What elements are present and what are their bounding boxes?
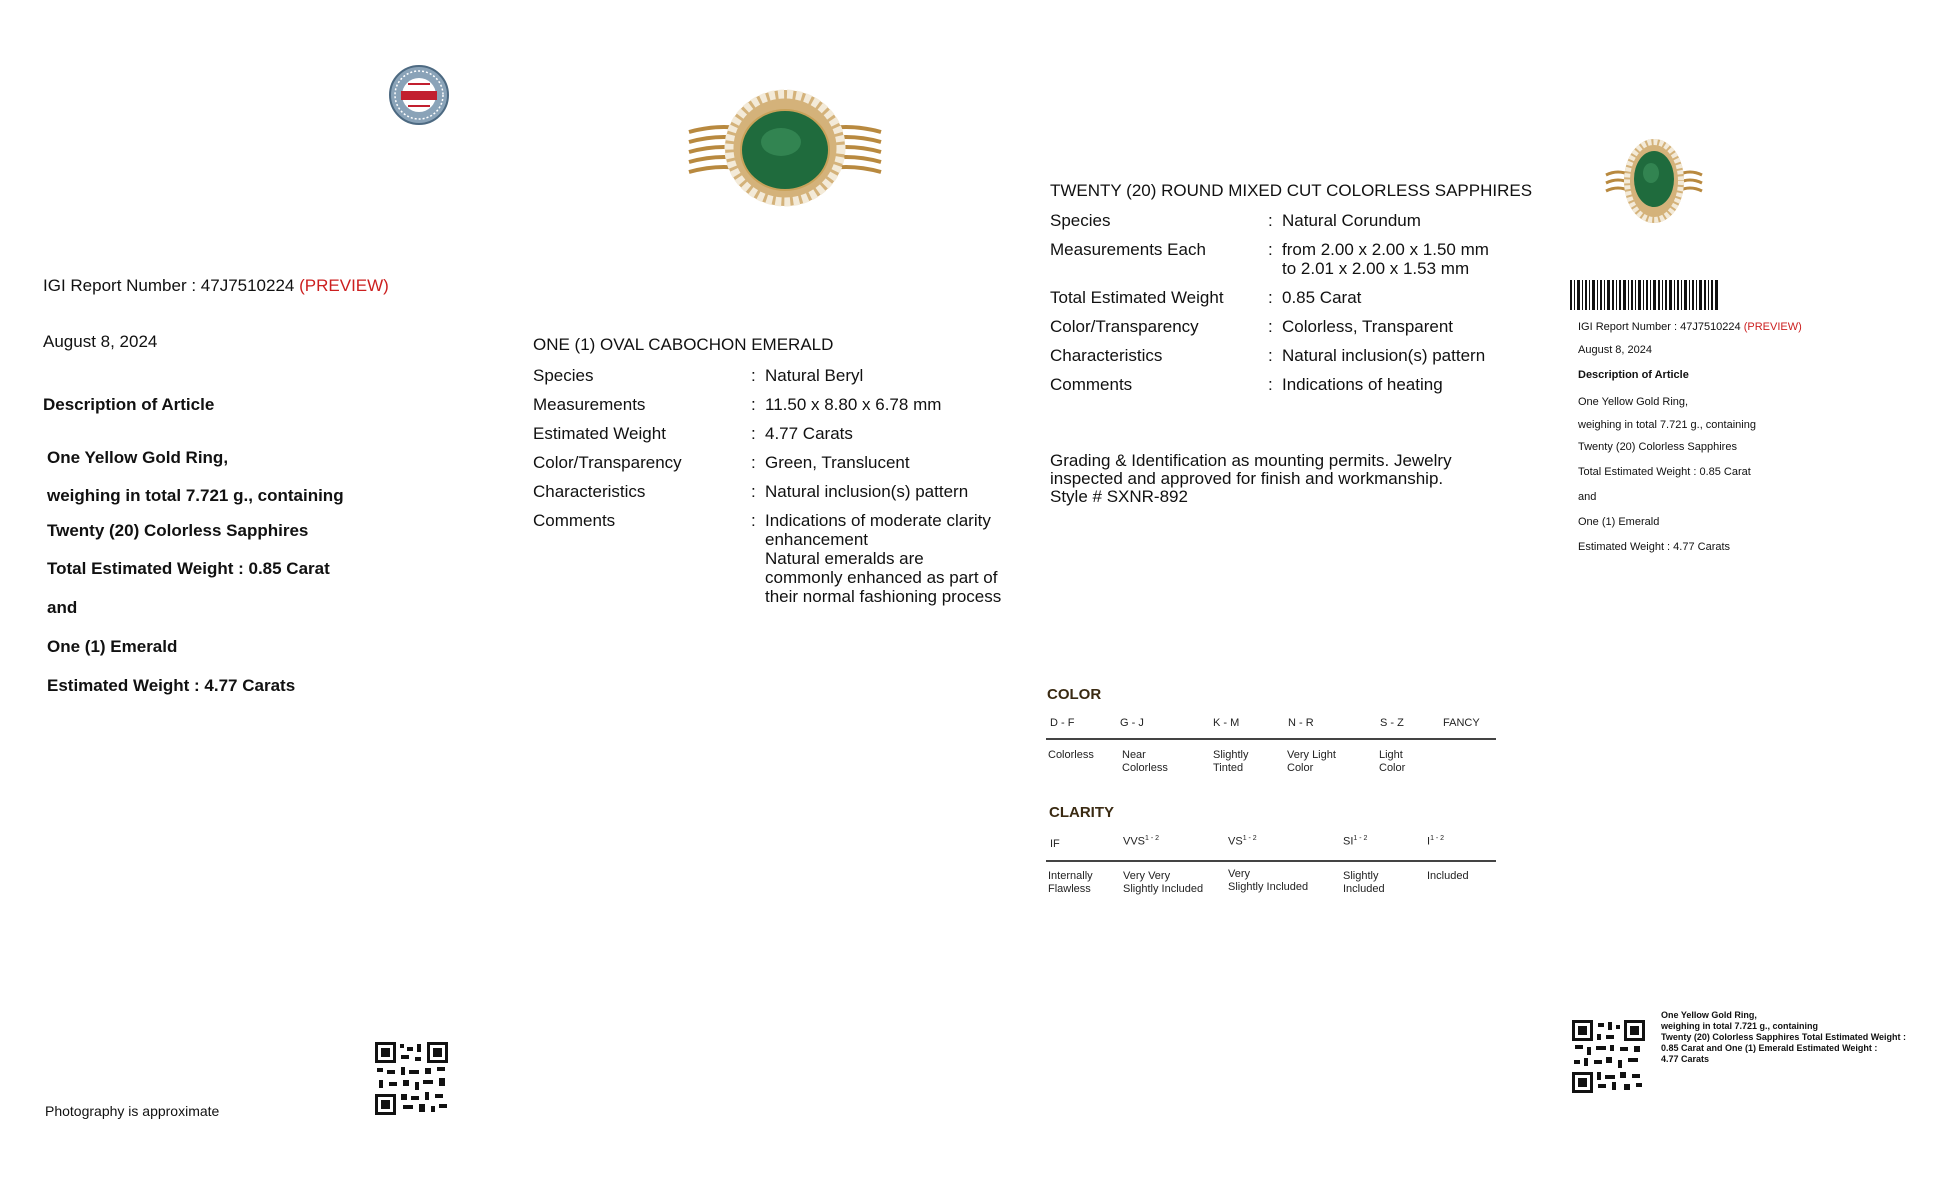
color-scale-divider (1046, 738, 1496, 740)
summary-line: Total Estimated Weight : 0.85 Carat (1578, 466, 1751, 478)
emerald-row-color: Color/Transparency : Green, Translucent (533, 453, 910, 472)
sapphire-row-weight: Total Estimated Weight : 0.85 Carat (1050, 288, 1362, 307)
color-grade-code: D - F (1050, 717, 1075, 729)
clarity-grade-desc: Very Slightly Included (1228, 868, 1309, 893)
preview-label: (PREVIEW) (299, 276, 389, 295)
description-line: Total Estimated Weight : 0.85 Carat (47, 559, 330, 578)
barcode-icon (1570, 280, 1720, 310)
description-line: One Yellow Gold Ring, (47, 448, 229, 467)
ring-photo-main (685, 88, 885, 213)
emerald-title: ONE (1) OVAL CABOCHON EMERALD (533, 335, 834, 354)
sapphire-row-species: Species : Natural Corundum (1050, 211, 1421, 230)
summary-report-number: IGI Report Number : 47J7510224 (PREVIEW) (1578, 321, 1802, 333)
ring-photo-thumbnail (1604, 135, 1704, 227)
clarity-grade-desc: Included (1427, 870, 1469, 882)
emerald-row-measurements: Measurements : 11.50 x 8.80 x 6.78 mm (533, 395, 942, 414)
emerald-row-species: Species : Natural Beryl (533, 366, 864, 385)
color-grade-code: N - R (1288, 717, 1314, 729)
sapphire-row-characteristics: Characteristics : Natural inclusion(s) pattern (1050, 346, 1486, 365)
emerald-properties (533, 366, 1035, 616)
sapphire-properties (1050, 211, 1552, 404)
color-grade-desc: Colorless (1048, 749, 1094, 761)
clarity-grade-desc: Slightly Included (1343, 870, 1385, 895)
qr-code-icon[interactable] (375, 1042, 448, 1115)
color-grade-desc: Slightly Tinted (1213, 749, 1249, 774)
emerald-row-weight: Estimated Weight : 4.77 Carats (533, 424, 853, 443)
color-grade-desc: Very Light Color (1287, 749, 1336, 774)
qr-code-icon[interactable] (1572, 1020, 1645, 1093)
color-grade-desc: Near Colorless (1122, 749, 1168, 774)
summary-line: One Yellow Gold Ring, (1578, 396, 1689, 408)
quality-seal-logo (388, 64, 450, 126)
sapphire-row-color: Color/Transparency : Colorless, Transparent (1050, 317, 1454, 336)
photography-note: Photography is approximate (45, 1103, 220, 1119)
emerald-row-characteristics: Characteristics : Natural inclusion(s) pattern (533, 482, 969, 501)
color-grade-desc: Light Color (1379, 749, 1406, 774)
color-scale-title: COLOR (1047, 686, 1102, 703)
summary-line: and (1578, 491, 1597, 503)
summary-line: Estimated Weight : 4.77 Carats (1578, 541, 1731, 553)
report-date: August 8, 2024 (43, 332, 158, 351)
clarity-grade-code: SI$^{1 - 2}$ (1343, 835, 1368, 848)
description-line: and (47, 598, 78, 617)
sapphire-row-comments: Comments : Indications of heating (1050, 375, 1443, 394)
color-grade-code: G - J (1120, 717, 1144, 729)
summary-line: weighing in total 7.721 g., containing (1578, 419, 1756, 431)
clarity-grade-desc: Internally Flawless (1048, 870, 1093, 895)
report-number: 47J7510224 (200, 276, 295, 295)
clarity-grade-code: VS$^{1 - 2}$ (1228, 835, 1257, 848)
grading-note: Grading & Identification as mounting permits. Jewelry inspected and approved for finish and workmanship. Style # SXNR-892 (1050, 451, 1452, 506)
description-line: weighing in total 7.721 g., containing (47, 486, 344, 505)
sapphire-row-measurements: Measurements Each : from 2.00 x 2.00 x 1.50 mm to 2.01 x 2.00 x 1.53 mm (1050, 240, 1489, 278)
clarity-grade-code: $I^{1 - 2}$ (1427, 835, 1445, 848)
summary-tiny-text: One Yellow Gold Ring, weighing in total 7.721 g., containing Twenty (20) Colorless Sapphires Total Estimated Weight : 0.85 Carat and One (1) Emerald Estimated Weight : 4.77 Carats (1661, 1010, 1907, 1064)
summary-heading: Description of Article (1578, 369, 1689, 381)
clarity-grade-code: IF (1050, 838, 1060, 850)
description-line: Estimated Weight : 4.77 Carats (47, 676, 296, 695)
color-grade-code: FANCY (1443, 717, 1480, 729)
description-line: One (1) Emerald (47, 637, 178, 656)
color-grade-code: K - M (1213, 717, 1240, 729)
summary-line: Twenty (20) Colorless Sapphires (1578, 441, 1737, 453)
clarity-scale-title: CLARITY (1049, 804, 1114, 821)
summary-date: August 8, 2024 (1578, 344, 1653, 356)
description-line: Twenty (20) Colorless Sapphires (47, 521, 309, 540)
color-grade-code: S - Z (1380, 717, 1404, 729)
clarity-scale-divider (1046, 860, 1496, 862)
emerald-row-comments: Comments : Indications of moderate clarity enhancement Natural emeralds are commonly enhanced as part of their normal fashioning process (533, 511, 1002, 606)
description-heading: Description of Article (43, 395, 215, 414)
report-number-line (43, 276, 389, 296)
sapphire-title: TWENTY (20) ROUND MIXED CUT COLORLESS SAPPHIRES (1050, 181, 1533, 200)
report-number-label: IGI Report Number : (43, 276, 201, 295)
summary-line: One (1) Emerald (1578, 516, 1660, 528)
clarity-grade-code: VVS$^{1 - 2}$ (1123, 835, 1160, 848)
clarity-grade-desc: Very Very Slightly Included (1123, 870, 1204, 895)
